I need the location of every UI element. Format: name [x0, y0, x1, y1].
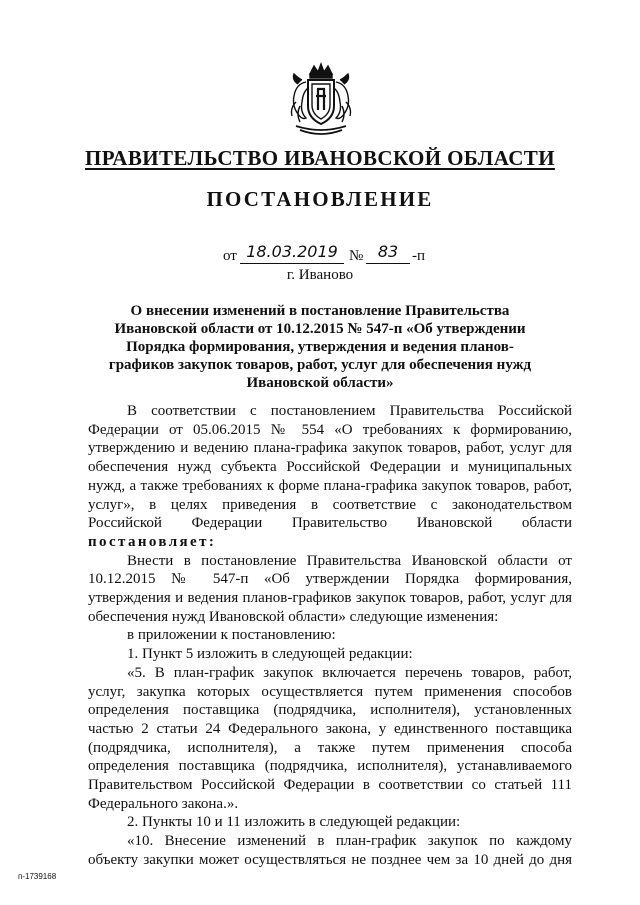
paragraph-resolves [88, 533, 572, 552]
paragraph-clause-5: «5. В план-график закупок включается перечень товаров, работ, услуг, закупка которых осуществляется путем применения способов определения поставщика (подрядчика, исполнителя), установленных частью 2 статьи 24 Федерального закона, у единственного поставщика (подрядчика, исполнителя), а также путем применения способа определения поставщика (подрядчика, исполнителя), устанавливаемого Правительством Российской Федерации в соответствии со статьей 111 Федерального закона.». [88, 664, 572, 812]
date-prefix: от [223, 248, 237, 264]
document-body [88, 402, 572, 870]
paragraph-item-2: 2. Пункты 10 и 11 изложить в следующей редакции: [127, 814, 461, 831]
document-title: О внесении изменений в постановление Правительства Ивановской области от 10.12.2015 № 547-п «Об утверждении Порядка формирования, утверждения и ведения планов-графиков закупок товаров, работ, услуг для обеспечения нужд Ивановской области» [108, 303, 532, 391]
organization-heading [0, 146, 640, 171]
paragraph-preamble [88, 402, 572, 533]
coat-of-arms-icon [288, 62, 354, 138]
number-label: № [349, 248, 364, 264]
organization-name: ПРАВИТЕЛЬСТВО ИВАНОВСКОЙ ОБЛАСТИ [85, 146, 555, 170]
paragraph-amend: Внести в постановление Правительства Ивановской области от 10.12.2015 № 547-п «Об утверждении Порядка формирования, утверждения и ведения планов-графиков закупок товаров, работ, услуг для обеспечения нужд Ивановской области» следующие изменения: [88, 552, 572, 625]
document-code: п-1739168 [18, 872, 57, 881]
preamble-text: В соответствии с постановлением Правительства Российской Федерации от 05.06.2015 № 554 «О требованиях к формированию, утверждению и ведению плана-графика закупок товаров, работ, услуг для обеспечения нужд субъекта Российской Федерации и муниципальных нужд, а также требованиях к форме плана-графика закупок товаров, работ, услуг», в целях приведения в соответствие с законодательством Российской Федерации Правительство Ивановской области [88, 403, 572, 532]
resolves-keyword: постановляет: [88, 533, 217, 550]
paragraph-item-1: 1. Пункт 5 изложить в следующей редакции: [127, 646, 413, 663]
city: г. Иваново [286, 267, 354, 283]
paragraph-clause-10: «10. Внесение изменений в план-график закупок по каждому объекту закупки может осуществляться не позднее чем за 10 дней до дня [88, 833, 572, 868]
document-type: ПОСТАНОВЛЕНИЕ [206, 187, 434, 211]
document-number: 83 [366, 241, 410, 264]
paragraph-appendix: в приложении к постановлению: [127, 627, 336, 644]
date-number-line [0, 244, 640, 266]
number-suffix: -п [412, 248, 426, 264]
document-date: 18.03.2019 [240, 241, 344, 264]
